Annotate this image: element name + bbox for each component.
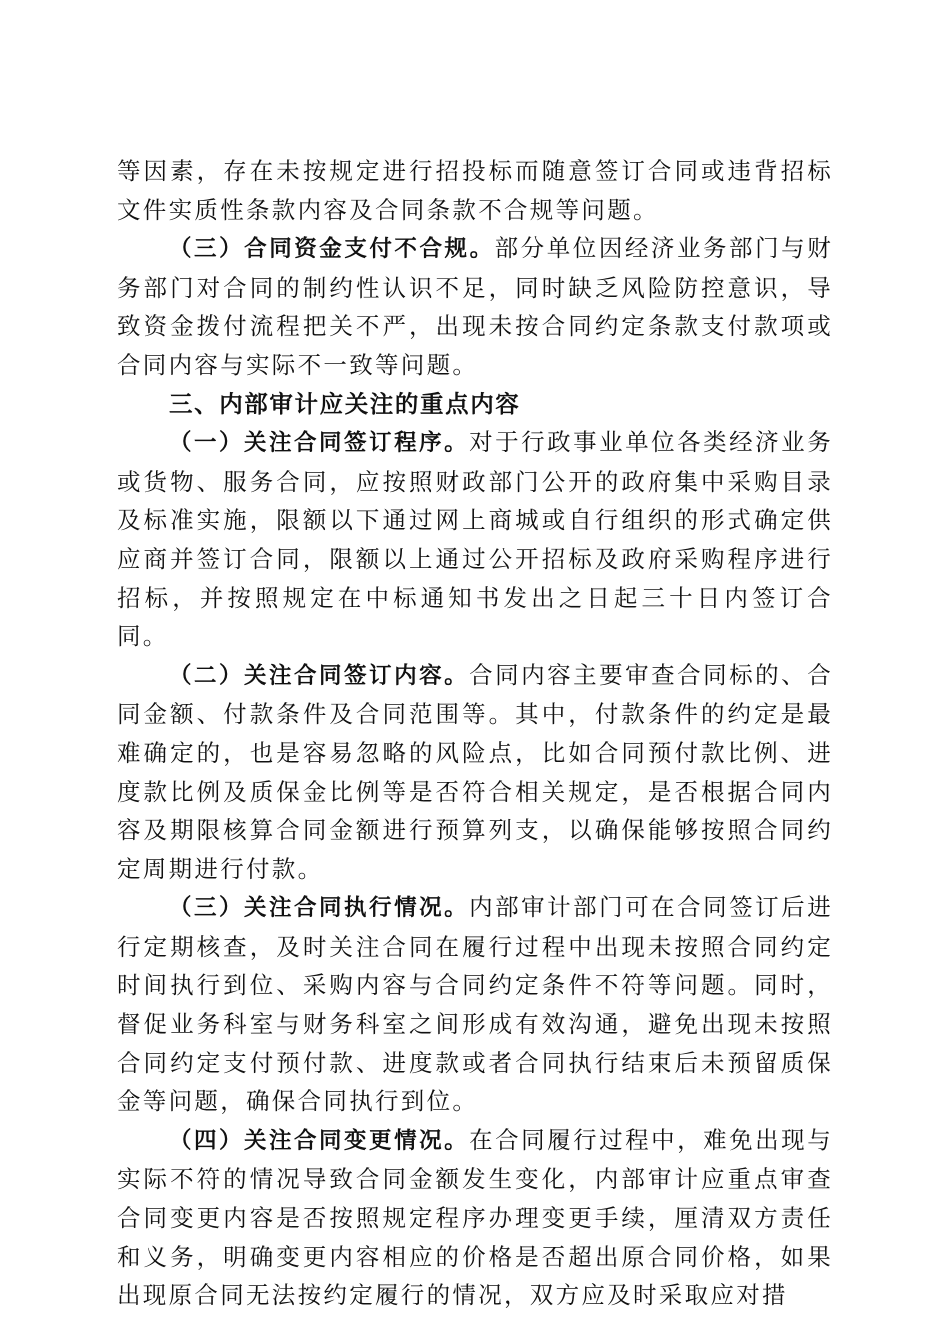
paragraph-lead: （三）合同资金支付不合规。 (169, 236, 495, 263)
paragraph-text: 等因素，存在未按规定进行招投标而随意签订合同或违背招标文件实质性条款内容及合同条款不合规等问题。 (117, 157, 833, 224)
paragraph-text: 对于行政事业单位各类经济业务或货物、服务合同，应按照财政部门公开的政府集中采购目录及标准实施，限额以下通过网上商城或自行组织的形式确定供应商并签订合同，限额以上通过公开招标及政府采购程序进行招标，并按照规定在中标通知书发出之日起三十日内签订合同。 (117, 428, 833, 651)
paragraph-continuation (117, 152, 833, 229)
paragraph-lead: （二）关注合同签订内容。 (169, 662, 470, 689)
paragraph-fund-payment (117, 229, 833, 384)
paragraph-lead: （三）关注合同执行情况。 (169, 895, 470, 922)
paragraph-changes (117, 1121, 833, 1315)
paragraph-signing-procedure (117, 423, 833, 656)
paragraph-text: 在合同履行过程中，难免出现与实际不符的情况导致合同金额发生变化，内部审计应重点审查合同变更内容是否按照规定程序办理变更手续，厘清双方责任和义务，明确变更内容相应的价格是否超出原合同价格，如果出现原合同无法按约定履行的情况，双方应及时采取应对措 (117, 1125, 833, 1310)
paragraph-text: 合同内容主要审查合同标的、合同金额、付款条件及合同范围等。其中，付款条件的约定是最难确定的，也是容易忽略的风险点，比如合同预付款比例、进度款比例及质保金比例等是否符合相关规定，是否根据合同内容及期限核算合同金额进行预算列支，以确保能够按照合同约定周期进行付款。 (117, 660, 833, 883)
document-body (117, 152, 833, 1315)
paragraph-text: 部分单位因经济业务部门与财务部门对合同的制约性认识不足，同时缺乏风险防控意识，导致资金拨付流程把关不严，出现未按合同约定条款支付款项或合同内容与实际不一致等问题。 (117, 234, 833, 379)
section-heading: 三、内部审计应关注的重点内容 (169, 389, 521, 418)
paragraph-lead: （一）关注合同签订程序。 (169, 430, 470, 457)
paragraph-execution (117, 888, 833, 1121)
paragraph-text: 内部审计部门可在合同签订后进行定期核查，及时关注合同在履行过程中出现未按照合同约定时间执行到位、采购内容与合同约定条件不符等问题。同时，督促业务科室与财务科室之间形成有效沟通，避免出现未按照合同约定支付预付款、进度款或者合同执行结束后未预留质保金等问题，确保合同执行到位。 (117, 893, 833, 1116)
paragraph-lead: （四）关注合同变更情况。 (169, 1127, 470, 1154)
paragraph-signing-content (117, 656, 833, 889)
